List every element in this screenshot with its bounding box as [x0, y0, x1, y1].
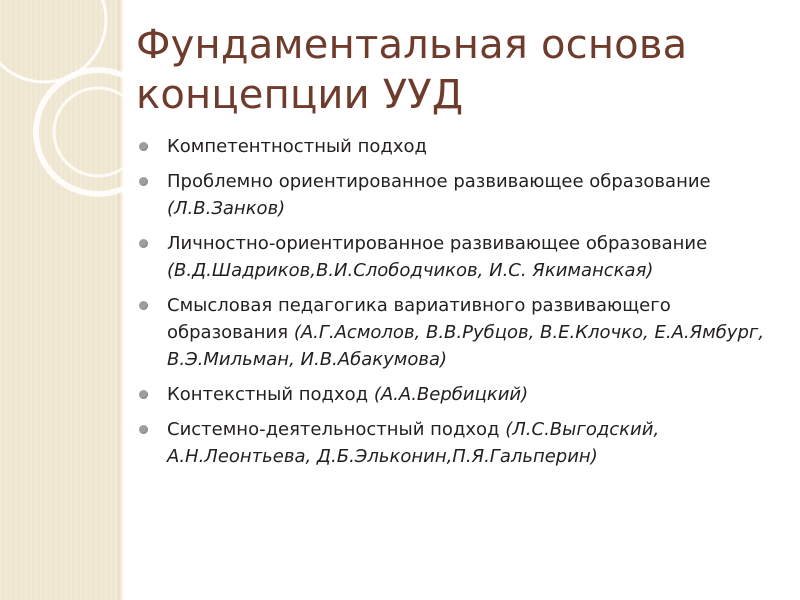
bullet-text: Контекстный подход — [167, 384, 374, 405]
bullet-text: Проблемно ориентированное развивающее образование — [167, 171, 711, 192]
bullet-dot-icon — [139, 177, 148, 186]
bullet-authors: (Л.В.Занков) — [167, 198, 286, 219]
bullet-text: Смысловая педагогика вариативного развивающего образования — [167, 295, 671, 343]
title-line-1: Фундаментальная основа — [136, 22, 688, 68]
bullet-item — [138, 292, 788, 373]
bullet-item — [138, 168, 788, 222]
bullet-text: Личностно-ориентированное развивающее образование — [167, 233, 708, 254]
bullet-authors: (А.А.Вербицкий) — [373, 384, 529, 405]
bullet-dot-icon — [139, 390, 148, 399]
bullet-dot-icon — [139, 239, 148, 248]
ring-circle-inner — [54, 88, 142, 176]
bullet-item — [138, 416, 788, 470]
bullet-list — [138, 133, 788, 478]
bullet-dot-icon — [139, 425, 148, 434]
bullet-authors: (Л.С.Выгодский, А.Н.Леонтьева, Д.Б.Эльконин,П.Я.Гальперин) — [167, 419, 660, 467]
bullet-item — [138, 230, 788, 284]
bullet-dot-icon — [139, 142, 148, 151]
bullet-text: Системно-деятельностный подход — [167, 419, 506, 440]
slide-title — [136, 20, 776, 120]
bullet-authors: (В.Д.Шадриков,В.И.Слободчиков, И.С. Якиманская) — [167, 260, 654, 281]
bullet-item — [138, 381, 788, 408]
bullet-item — [138, 133, 788, 160]
bullet-authors: (А.Г.Асмолов, В.В.Рубцов, В.Е.Клочко, Е.А.Ямбург, В.Э.Мильман, И.В.Абакумова) — [167, 322, 765, 370]
bullet-text: Компетентностный подход — [167, 136, 427, 157]
bullet-dot-icon — [139, 301, 148, 310]
title-line-2: концепции УУД — [136, 72, 464, 118]
